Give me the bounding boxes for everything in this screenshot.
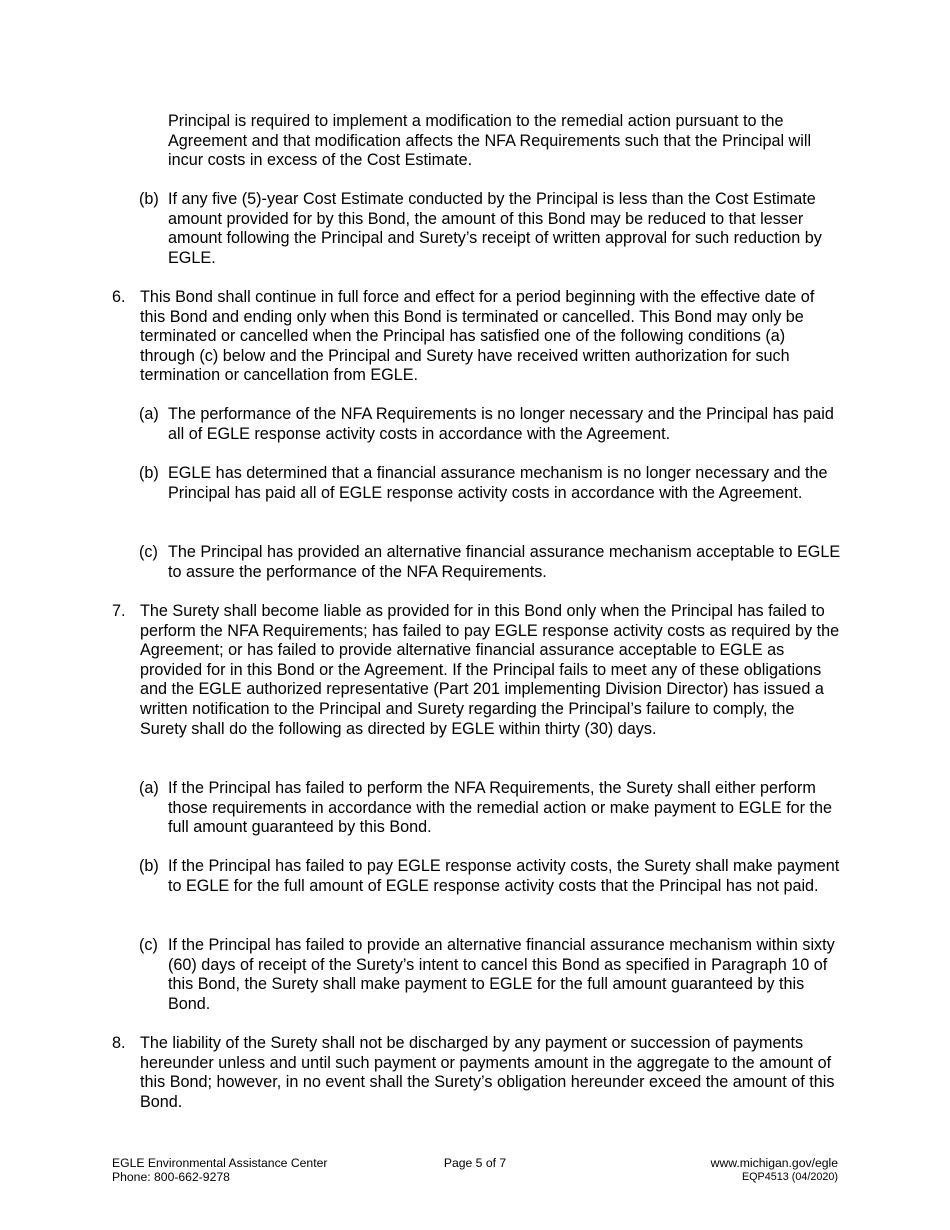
- item-5b-text: If any five (5)-year Cost Estimate conducted by the Principal is less than the Cost Estimate amount provided for by this Bond, the amount of this Bond may be reduced to that lesser amount following the Principal and Surety’s receipt of written approval for such reduction by EGLE.: [168, 190, 822, 267]
- footer-right: [600, 1156, 838, 1185]
- item-6b-text: EGLE has determined that a financial assurance mechanism is no longer necessary and the Principal has paid all of EGLE response activity costs in accordance with the Agreement.: [168, 464, 828, 502]
- item-7a: [139, 779, 844, 838]
- item-7c: [139, 936, 844, 1014]
- item-7a-text: If the Principal has failed to perform the NFA Requirements, the Surety shall either perform those requirements in accordance with the remedial action or make payment to EGLE for the full amount guaranteed by this Bond.: [168, 779, 833, 837]
- item-6a-text: The performance of the NFA Requirements is no longer necessary and the Principal has paid all of EGLE response activity costs in accordance with the Agreement.: [168, 405, 834, 443]
- item-6a: [139, 405, 844, 444]
- item-7-number: 7.: [112, 602, 126, 620]
- item-6c-text: The Principal has provided an alternative financial assurance mechanism acceptable to EGLE to assure the performance of the NFA Requirements.: [168, 543, 841, 581]
- item-6c: [139, 543, 844, 582]
- footer-form-id: EQP4513 (04/2020): [741, 1171, 838, 1184]
- item-6b: [139, 464, 844, 503]
- footer-org: EGLE Environmental Assistance Center: [112, 1156, 328, 1170]
- item-7b-label: (b): [139, 857, 159, 875]
- item-6: [112, 288, 842, 386]
- item-6-text: This Bond shall continue in full force and effect for a period beginning with the effective date of this Bond and ending only when this Bond is terminated or cancelled. This Bond may only be terminated or cancelled when the Principal has satisfied one of the following conditions (a) through (c) below and the Principal and Surety have received written authorization for such termination or cancellation from EGLE.: [140, 288, 815, 385]
- footer-website-link[interactable]: www.michigan.gov/egle: [710, 1156, 838, 1170]
- item-5b-label: (b): [139, 190, 159, 208]
- item-8: [112, 1034, 842, 1112]
- item-7b-text: If the Principal has failed to pay EGLE response activity costs, the Surety shall make payment to EGLE for the full amount of EGLE response activity costs that the Principal has not paid.: [168, 857, 840, 895]
- item-6b-label: (b): [139, 464, 159, 482]
- item-8-text: The liability of the Surety shall not be discharged by any payment or succession of payments hereunder unless and until such payment or payments amount in the aggregate to the amount of this Bond; however, in no event shall the Surety’s obligation hereunder exceed the amount of this Bond.: [140, 1034, 835, 1111]
- footer-contact: [112, 1156, 412, 1185]
- item-7a-label: (a): [139, 779, 159, 797]
- item-5b: [139, 190, 844, 268]
- item-7-text: The Surety shall become liable as provided for in this Bond only when the Principal has failed to perform the NFA Requirements; has failed to pay EGLE response activity costs as required by the Agreement; or has failed to provide alternative financial assurance acceptable to EGLE as provided for in this Bond or the Agreement. If the Principal fails to meet any of these obligations and the EGLE authorized representative (Part 201 implementing Division Director) has issued a written notification to the Principal and Surety regarding the Principal’s failure to comply, the Surety shall do the following as directed by EGLE within thirty (30) days.: [140, 602, 840, 738]
- item-8-number: 8.: [112, 1034, 126, 1052]
- footer-page-number: Page 5 of 7: [443, 1156, 507, 1170]
- item-6a-label: (a): [139, 405, 159, 423]
- item-7c-label: (c): [139, 936, 158, 954]
- footer-phone: Phone: 800-662-9278: [112, 1170, 230, 1185]
- item-6-number: 6.: [112, 288, 126, 306]
- item-7: [112, 602, 842, 739]
- item-7c-text: If the Principal has failed to provide an alternative financial assurance mechanism within sixty (60) days of receipt of the Surety’s intent to cancel this Bond as specified in Paragraph 10 of this Bond, the Surety shall make payment to EGLE for the full amount guaranteed by this Bond.: [168, 936, 835, 1013]
- continuation-paragraph: Principal is required to implement a modification to the remedial action pursuant to the Agreement and that modification affects the NFA Requirements such that the Principal will incur costs in excess of the Cost Estimate.: [168, 112, 812, 170]
- item-7b: [139, 857, 844, 896]
- item-6c-label: (c): [139, 543, 158, 561]
